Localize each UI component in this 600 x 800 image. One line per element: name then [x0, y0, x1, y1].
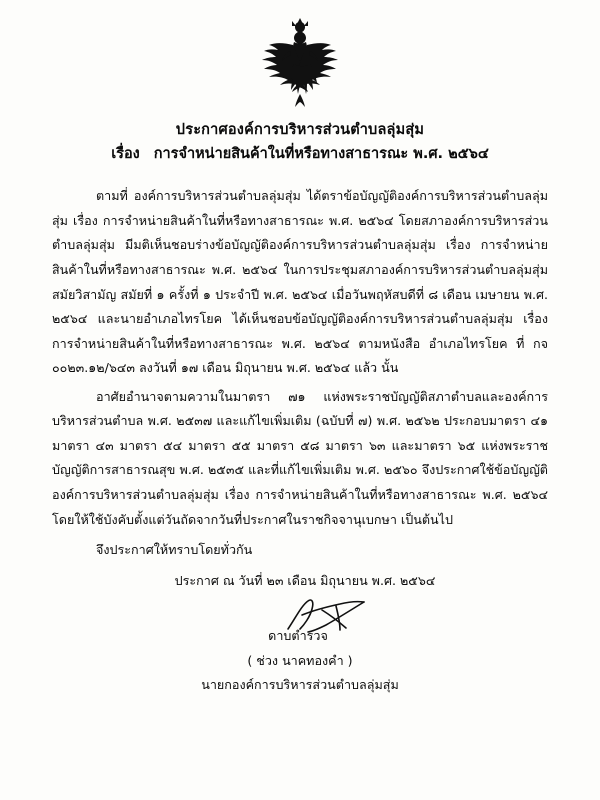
garuda-emblem-icon [240, 18, 360, 114]
document-title [0, 120, 600, 166]
title-subject-label: เรื่อง [111, 145, 140, 162]
paragraph-1: ตามที่ องค์การบริหารส่วนตำบลลุ่มสุ่ม ได้ตราข้อบัญญัติองค์การบริหารส่วนตำบลลุ่มสุ่ม เรื่อง การจำหน่ายสินค้าในที่หรือทางสาธารณะ พ.ศ. ๒๕๖๔ โดยสภาองค์การบริหารส่วนตำบลลุ่มสุ่ม มีมติเห็นชอบร่างข้อบัญญัติองค์การบริหารส่วนตำบลลุ่มสุ่ม เรื่อง การจำหน่ายสินค้าในที่หรือทางสาธารณะ พ.ศ. ๒๕๖๔ ในการประชุมสภาองค์การบริหารส่วนตำบลลุ่มสุ่ม สมัยวิสามัญ สมัยที่ ๑ ครั้งที่ ๑ ประจำปี พ.ศ. ๒๕๖๔ เมื่อวันพฤหัสบดีที่ ๘ เดือน เมษายน พ.ศ. ๒๕๖๔ และนายอำเภอไทรโยค ได้เห็นชอบข้อบัญญัติองค์การบริหารส่วนตำบลลุ่มสุ่ม เรื่อง การจำหน่ายสินค้าในที่หรือทางสาธารณะ พ.ศ. ๒๕๖๔ ตามหนังสือ อำเภอไทรโยค ที่ กจ ๐๐๒๓.๑๒/๖๔๓ ลงวันที่ ๑๗ เดือน มิถุนายน พ.ศ. ๒๕๖๔ แล้ว นั้น [52, 188, 548, 376]
emblem-container [0, 0, 600, 110]
title-subject-text: การจำหน่ายสินค้าในที่หรือทางสาธารณะ พ.ศ. ๒๕๖๔ [153, 145, 489, 162]
closing-statement: จึงประกาศให้ทราบโดยทั่วกัน [96, 542, 253, 558]
signature-block [0, 625, 600, 695]
signer-rank: ดาบตำรวจ [268, 627, 328, 643]
signer-name: ( ช่วง นาคทองคำ ) [247, 652, 353, 668]
paragraph-2: อาศัยอำนาจตามความในมาตรา ๗๑ แห่งพระราชบัญญัติสภาตำบลและองค์การบริหารส่วนตำบล พ.ศ. ๒๕๓๗ และแก้ไขเพิ่มเติม (ฉบับที่ ๗) พ.ศ. ๒๕๖๒ ประกอบมาตรา ๔๑ มาตรา ๔๓ มาตรา ๕๔ มาตรา ๕๕ มาตรา ๕๘ มาตรา ๖๓ และมาตรา ๖๕ แห่งพระราชบัญญัติการสาธารณสุข พ.ศ. ๒๕๓๕ และที่แก้ไขเพิ่มเติม พ.ศ. ๒๕๖๐ จึงประกาศใช้ข้อบัญญัติองค์การบริหารส่วนตำบลลุ่มสุ่ม เรื่อง การจำหน่ายสินค้าในที่หรือทางสาธารณะ พ.ศ. ๒๕๖๔ โดยให้ใช้บังคับตั้งแต่วันถัดจากวันที่ประกาศในราชกิจจานุเบกษา เป็นต้นไป [52, 388, 548, 527]
title-line-1: ประกาศองค์การบริหารส่วนตำบลลุ่มสุ่ม [175, 122, 425, 138]
document-body [52, 184, 548, 532]
announcement-date: ประกาศ ณ วันที่ ๒๓ เดือน มิถุนายน พ.ศ. ๒๕๖๔ [174, 572, 436, 588]
title-line-2 [0, 142, 600, 167]
signer-position: นายกองค์การบริหารส่วนตำบลลุ่มสุ่ม [201, 676, 399, 692]
